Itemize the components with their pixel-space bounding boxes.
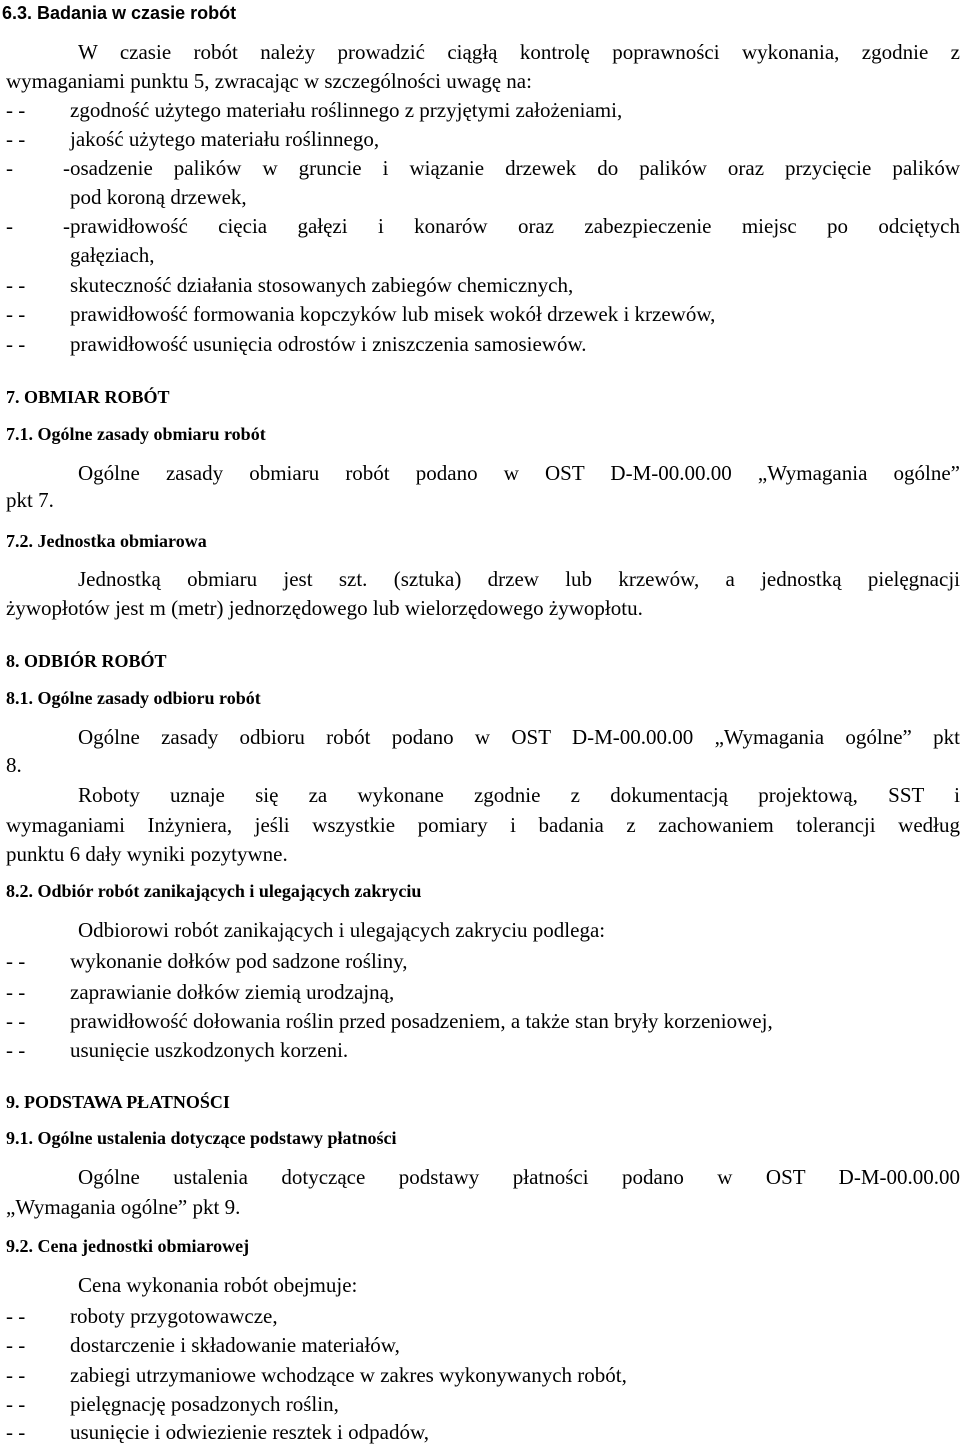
paragraph-line: wymaganiami Inżyniera, jeśli wszystkie pomiary i badania z zachowaniem tolerancji według [6,813,960,837]
paragraph-line: 8. [6,753,22,777]
list-item-text: zabiegi utrzymaniowe wchodzące w zakres wykonywanych robót, [70,1363,627,1387]
paragraph-line: Odbiorowi robót zanikających i ulegających zakryciu podlega: [78,918,606,942]
list-dash: - - [6,1363,26,1387]
list-dash: - - [6,1333,26,1357]
list-item [6,947,408,976]
list-dash: - - [6,273,26,297]
paragraph-line: wymaganiami punktu 5, zwracając w szczególności uwagę na: [6,69,532,93]
list-item-text: usunięcie i odwiezienie resztek i odpadów, [70,1420,430,1444]
list-item-text: dostarczenie i składowanie materiałów, [70,1333,400,1357]
list-item-text: prawidłowość cięcia gałęzi i konarów oraz zabezpieczenie miejsc po odciętych [70,214,960,238]
list-item-text: prawidłowość usunięcia odrostów i zniszczenia samosiewów. [70,332,587,356]
section-heading-7-1: 7.1. Ogólne zasady obmiaru robót [6,424,266,444]
list-dash: - - [6,1038,26,1062]
list-item-text: osadzenie palików w gruncie i wiązanie drzewek do palików oraz przycięcie palików [70,156,960,180]
list-item [6,1390,339,1419]
section-heading-9: 9. PODSTAWA PŁATNOŚCI [6,1092,230,1112]
list-dash: - - [6,302,26,326]
list-dash: - - [6,332,26,356]
section-heading-7-2: 7.2. Jednostka obmiarowa [6,531,207,551]
section-heading-9-1: 9.1. Ogólne ustalenia dotyczące podstawy płatności [6,1128,397,1148]
list-item-text: roboty przygotowawcze, [70,1304,278,1328]
list-item [6,1007,773,1036]
list-item-continuation: gałęziach, [70,243,155,267]
list-item [6,300,715,329]
list-dash: - - [6,214,70,238]
list-item [6,1036,348,1065]
list-dash: - - [6,1392,26,1416]
paragraph-line: żywopłotów jest m (metr) jednorzędowego lub wielorzędowego żywopłotu. [6,596,643,620]
list-item [6,1418,429,1447]
paragraph-line: Ogólne zasady odbioru robót podano w OST D-M-00.00.00 „Wymagania ogólne” pkt [78,725,960,749]
paragraph-line: pkt 7. [6,488,54,512]
list-item [6,154,960,183]
list-item-text: zaprawianie dołków ziemią urodzajną, [70,980,395,1004]
list-item-text: jakość użytego materiału roślinnego, [70,127,380,151]
paragraph-line: W czasie robót należy prowadzić ciągłą kontrolę poprawności wykonania, zgodnie z [78,40,960,64]
list-item-text: usunięcie uszkodzonych korzeni. [70,1038,349,1062]
section-heading-9-2: 9.2. Cena jednostki obmiarowej [6,1236,250,1256]
list-dash: - - [6,1420,26,1444]
list-item-continuation: pod koroną drzewek, [70,185,247,209]
section-heading-8-2: 8.2. Odbiór robót zanikających i ulegających zakryciu [6,881,422,901]
list-item [6,212,960,241]
list-item-text: zgodność użytego materiału roślinnego z przyjętymi założeniami, [70,98,623,122]
list-item-text: prawidłowość dołowania roślin przed posadzeniem, a także stan bryły korzeniowej, [70,1009,773,1033]
list-dash: - - [6,980,26,1004]
list-item [6,978,394,1007]
list-dash: - - [6,98,26,122]
paragraph-line: Ogólne ustalenia dotyczące podstawy płatności podano w OST D-M-00.00.00 [78,1165,960,1189]
list-item [6,1302,278,1331]
list-item-text: wykonanie dołków pod sadzone rośliny, [70,949,408,973]
section-heading-8: 8. ODBIÓR ROBÓT [6,651,167,671]
list-item [6,1361,627,1390]
list-item [6,271,573,300]
list-dash: - - [6,1009,26,1033]
paragraph-line: Cena wykonania robót obejmuje: [78,1273,358,1297]
list-item [6,1331,400,1360]
paragraph-line: „Wymagania ogólne” pkt 9. [6,1195,241,1219]
paragraph-line: Ogólne zasady obmiaru robót podano w OST D-M-00.00.00 „Wymagania ogólne” [78,461,960,485]
list-item [6,330,587,359]
section-heading-7: 7. OBMIAR ROBÓT [6,387,170,407]
list-item [6,125,379,154]
list-dash: - - [6,156,70,180]
list-item-text: prawidłowość formowania kopczyków lub misek wokół drzewek i krzewów, [70,302,716,326]
list-item-text: skuteczność działania stosowanych zabiegów chemicznych, [70,273,574,297]
list-dash: - - [6,949,26,973]
list-item [6,96,622,125]
paragraph-line: Roboty uznaje się za wykonane zgodnie z dokumentacją projektową, SST i [78,783,960,807]
section-heading-8-1: 8.1. Ogólne zasady odbioru robót [6,688,261,708]
list-dash: - - [6,1304,26,1328]
paragraph-line: punktu 6 dały wyniki pozytywne. [6,842,288,866]
paragraph-line: Jednostką obmiaru jest szt. (sztuka) drzew lub krzewów, a jednostką pielęgnacji [78,567,960,591]
list-dash: - - [6,127,26,151]
list-item-text: pielęgnację posadzonych roślin, [70,1392,339,1416]
section-heading-6-3: 6.3. Badania w czasie robót [2,3,237,23]
